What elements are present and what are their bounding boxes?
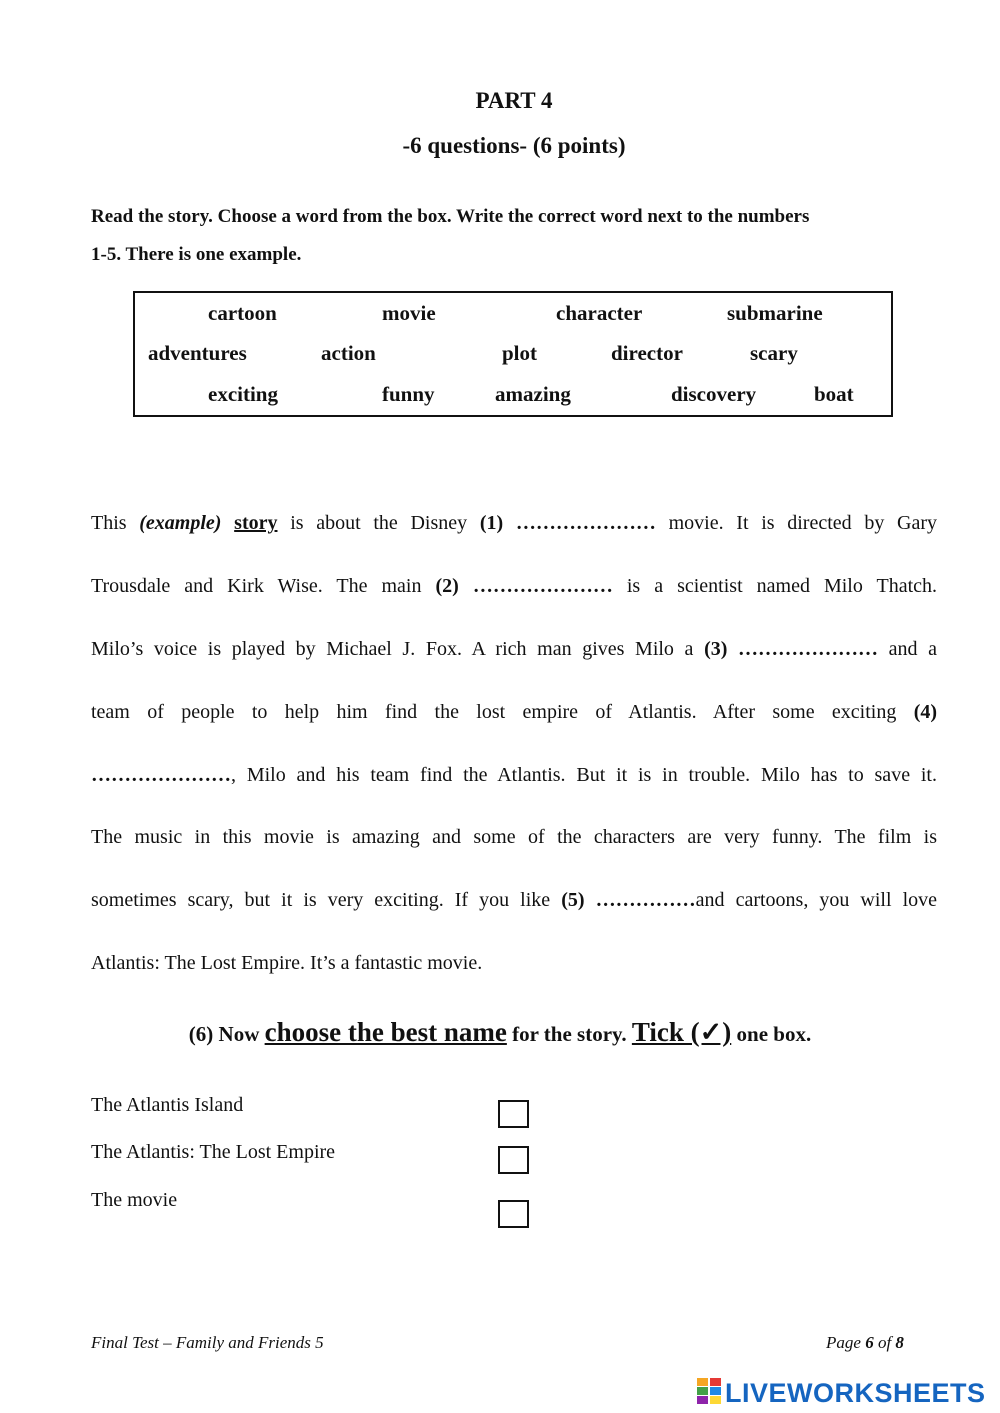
questions-subtitle: -6 questions- (6 points) (402, 133, 626, 158)
option-3-checkbox[interactable] (498, 1200, 529, 1228)
instructions-line-2: 1-5. There is one example. (91, 244, 302, 265)
story-line-6: The music in this movie is amazing and some of the characters are very funny. The film is (91, 826, 937, 848)
option-1-label: The Atlantis Island (91, 1094, 244, 1116)
word-scary: scary (750, 341, 798, 365)
question-6: (6) Now choose the best name for the story. Tick (✓) one box. (188, 1017, 812, 1047)
blank-2[interactable]: ………………… (472, 575, 613, 597)
word-box (133, 291, 893, 417)
blank-5[interactable]: …………… (595, 889, 696, 911)
blank-4-number: (4) (913, 701, 938, 723)
story-line-7: sometimes scary, but it is very exciting. If you like (5) ……………and cartoons, you will love (91, 889, 938, 911)
word-adventures: adventures (148, 341, 247, 365)
word-director: director (611, 341, 683, 365)
liveworksheets-logo[interactable] (697, 1378, 986, 1408)
word-character: character (556, 301, 643, 325)
word-action: action (321, 341, 376, 365)
word-discovery: discovery (671, 382, 757, 406)
example-answer: story (234, 512, 278, 534)
story-line-4: team of people to help him find the lost empire of Atlantis. After some exciting (4) (91, 701, 938, 723)
story-line-8: Atlantis: The Lost Empire. It’s a fantastic movie. (91, 952, 483, 974)
story-line-3: Milo’s voice is played by Michael J. Fox. A rich man gives Milo a (3) ………………… and a (91, 638, 938, 660)
blank-4[interactable]: ………………… (91, 764, 231, 786)
blank-3[interactable]: ………………… (738, 638, 879, 660)
tick-instruction: Tick (✓) (631, 1017, 732, 1047)
blank-2-number: (2) (435, 575, 459, 597)
blank-3-number: (3) (704, 638, 728, 660)
word-exciting: exciting (208, 382, 278, 406)
instructions-line-1: Read the story. Choose a word from the box. Write the correct word next to the numbers (91, 206, 810, 227)
choose-best-name: choose the best name (264, 1017, 507, 1047)
option-1-checkbox[interactable] (498, 1100, 529, 1128)
option-3-label: The movie (91, 1189, 178, 1211)
liveworksheets-logo-text: LIVEWORKSHEETS (725, 1378, 986, 1408)
instructions (91, 198, 931, 274)
word-plot: plot (502, 341, 538, 365)
word-boat: boat (814, 382, 854, 406)
word-amazing: amazing (495, 382, 571, 406)
page-number: Page 6 of 8 (826, 1333, 904, 1352)
word-submarine: submarine (727, 301, 823, 325)
option-2-label: The Atlantis: The Lost Empire (91, 1141, 336, 1163)
part-title: PART 4 (475, 88, 553, 113)
story-line-5: …………………, Milo and his team find the Atlantis. But it is in trouble. Milo has to save it. (91, 764, 937, 786)
story-line-1: This (example) story is about the Disney (1) ………………… movie. It is directed by Gary (91, 512, 938, 534)
word-movie: movie (382, 301, 436, 325)
word-funny: funny (382, 382, 435, 406)
option-2-checkbox[interactable] (498, 1146, 529, 1174)
word-cartoon: cartoon (208, 301, 277, 325)
blank-1[interactable]: ………………… (515, 512, 656, 534)
liveworksheets-logo-icon (697, 1378, 721, 1404)
footer-title: Final Test – Family and Friends 5 (91, 1333, 324, 1352)
blank-5-number: (5) (561, 889, 585, 911)
blank-1-number: (1) (479, 512, 504, 534)
story-line-2: Trousdale and Kirk Wise. The main (2) ………………… is a scientist named Milo Thatch. (91, 575, 938, 597)
example-label: (example) (139, 512, 222, 534)
